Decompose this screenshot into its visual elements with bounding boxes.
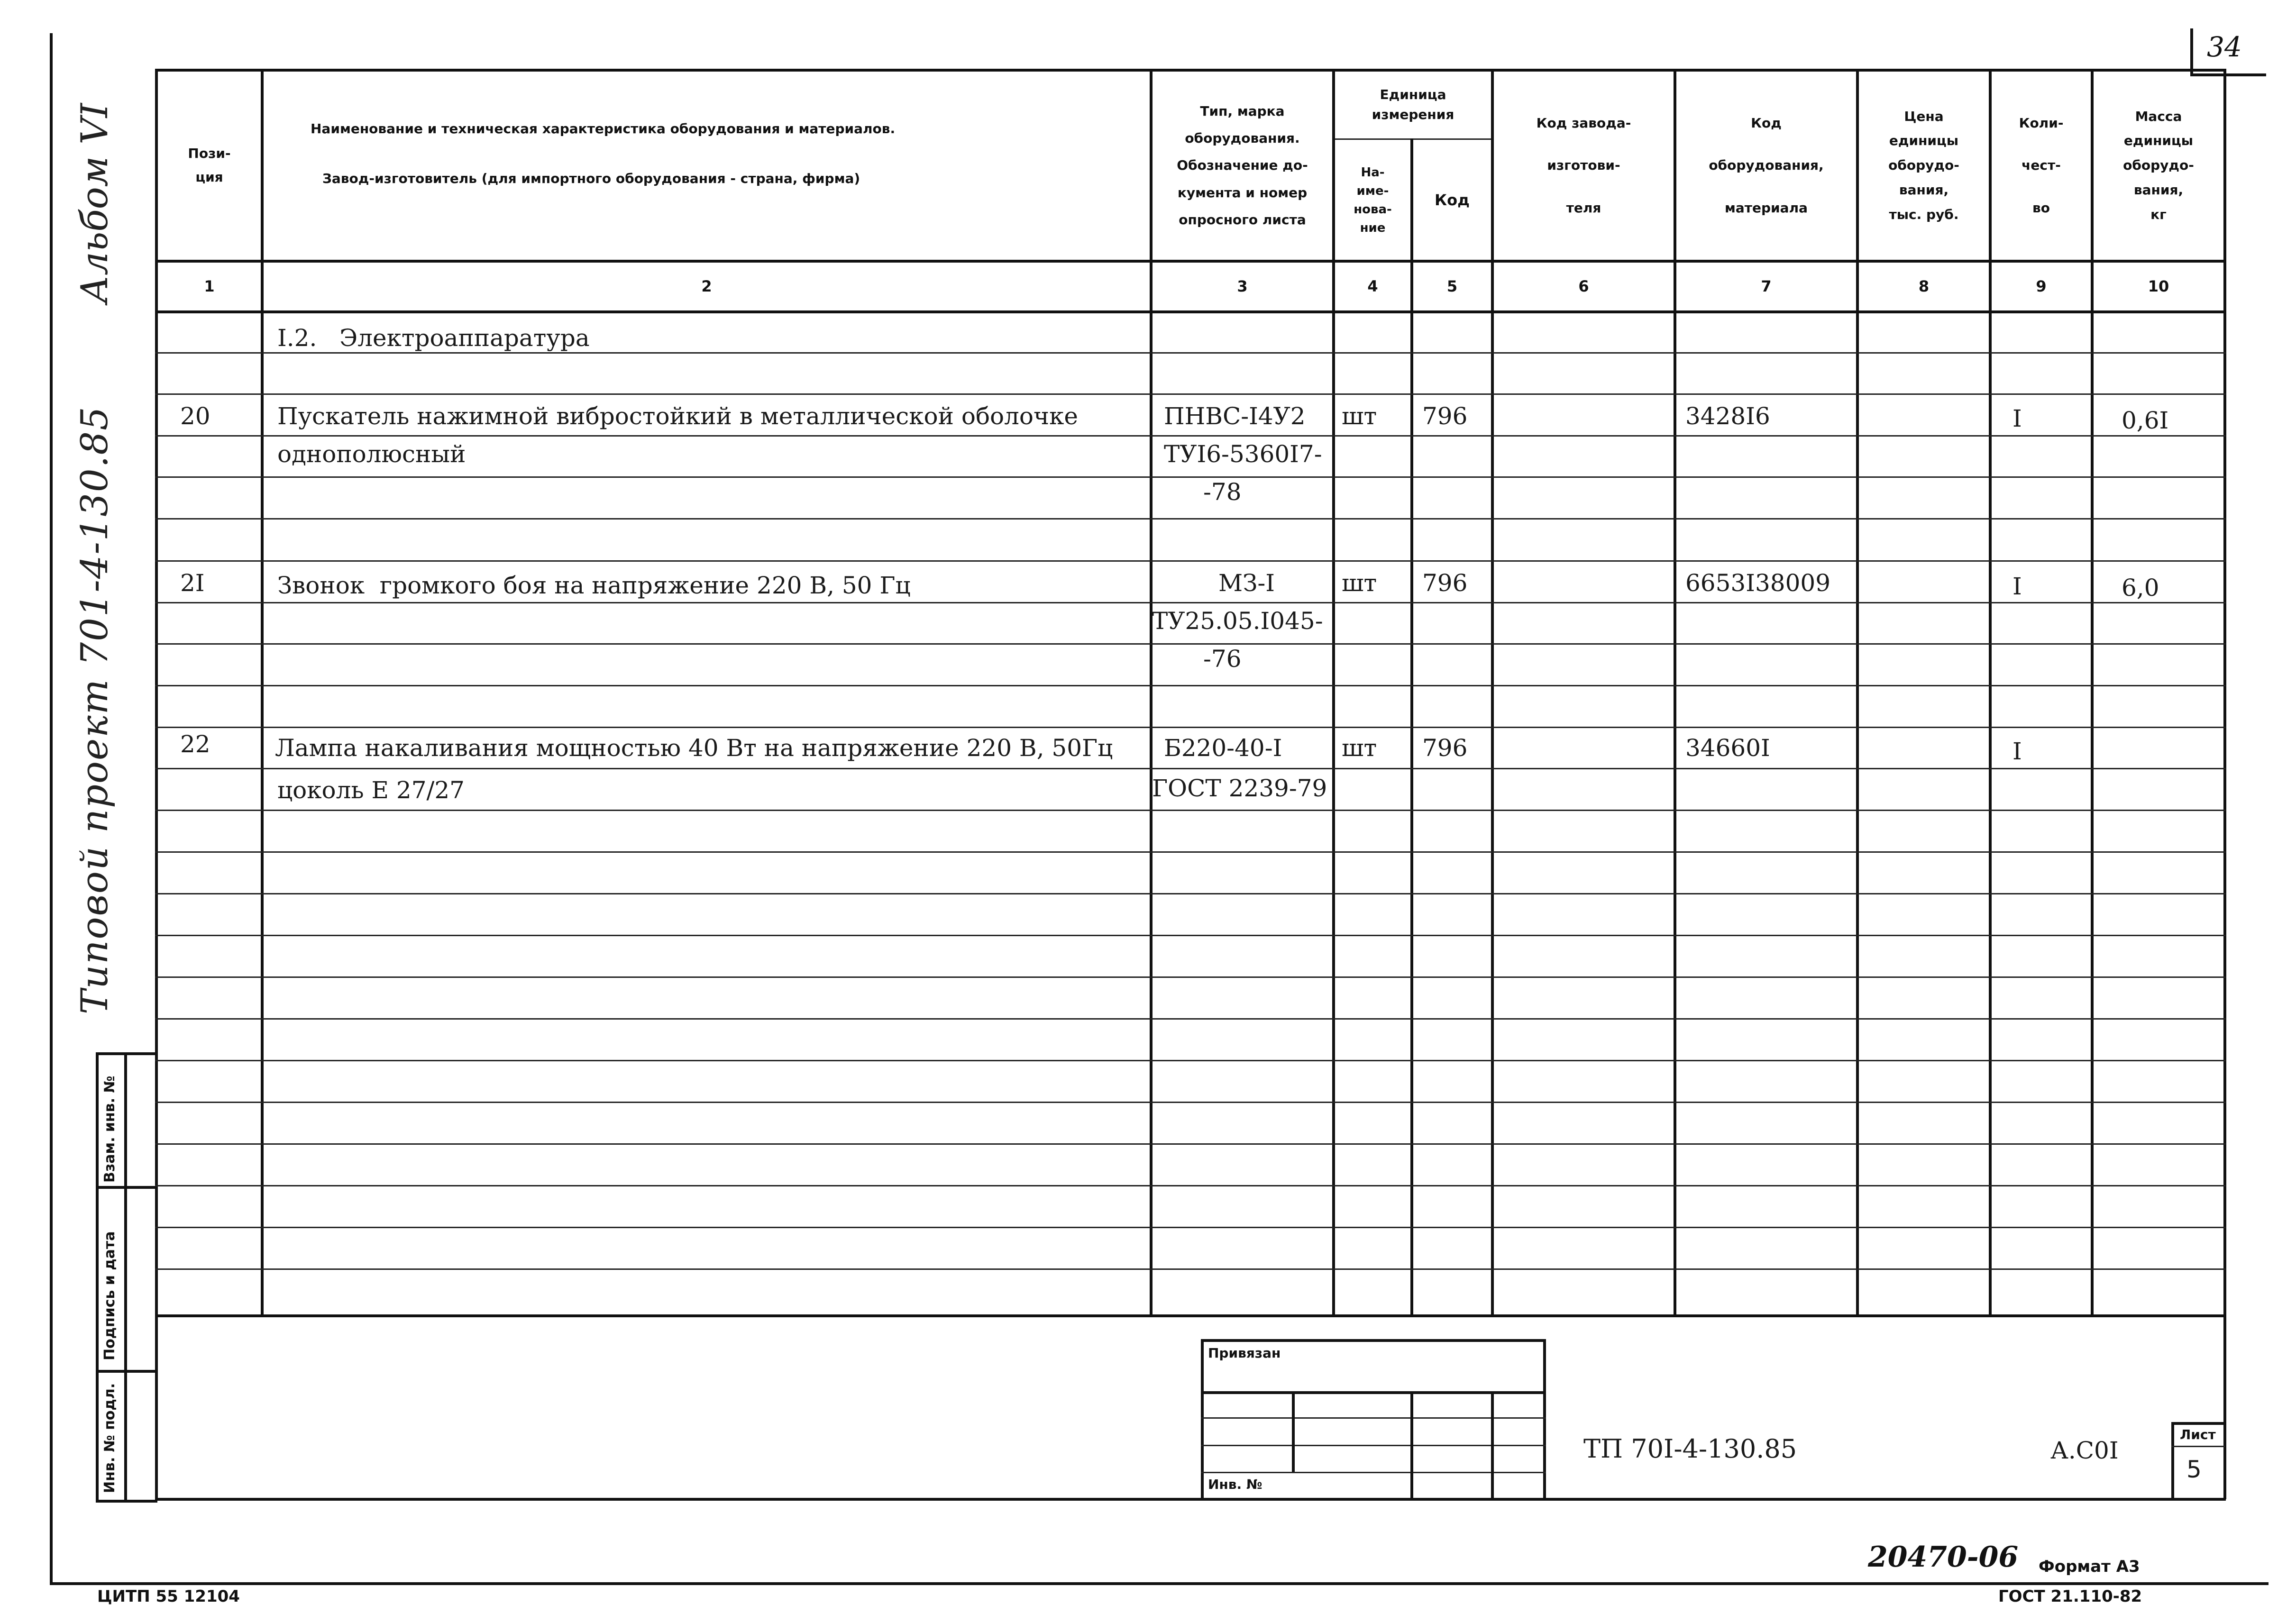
item-unit-code: 796: [1422, 569, 1468, 597]
header-type: Тип, марка оборудования. Обозначение до- кумента и номер опросного листа: [1177, 103, 1308, 228]
privyazan-label: Привязан: [1208, 1345, 1281, 1361]
item-quantity: I: [2012, 738, 2022, 765]
colnum-10: 10: [2148, 277, 2169, 295]
item-type: МЗ-I: [1218, 569, 1275, 597]
item-quantity: I: [2012, 573, 2022, 600]
sheet-number: 5: [2186, 1456, 2202, 1483]
document-mark: А.С0I: [2050, 1437, 2119, 1464]
item-type: ПНВС-I4У2: [1164, 402, 1306, 430]
item-type-doc: ТУI6-5360I7-: [1164, 440, 1322, 468]
item-type-doc-cont: -76: [1203, 645, 1242, 673]
item-position: 20: [180, 402, 210, 430]
project-label: Типовой проект 701-4-130.85: [73, 406, 116, 1014]
item-type-doc: ГОСТ 2239-79: [1152, 775, 1327, 802]
section-title: I.2. Электроаппаратура: [277, 324, 590, 352]
corner-page-number: 34: [2207, 31, 2242, 63]
header-name-line2: Завод-изготовитель (для импортного оборудования - страна, фирма): [322, 171, 860, 186]
item-type: Б220-40-I: [1164, 734, 1282, 762]
item-name-cont: цоколь Е 27/27: [277, 776, 465, 804]
header-unit-code: Код: [1435, 191, 1470, 210]
colnum-3: 3: [1237, 277, 1248, 295]
album-label: Альбом VI: [73, 103, 116, 303]
stamp-podpis: Подпись и дата: [101, 1231, 118, 1360]
colnum-6: 6: [1578, 277, 1589, 295]
header-quantity: Коли- чест- во: [2019, 115, 2064, 216]
left-code: ЦИТП 55 12104: [97, 1587, 240, 1606]
item-type-doc: ТУ25.05.I045-: [1152, 607, 1323, 635]
handwritten-number: 20470-06: [1868, 1541, 2019, 1574]
document-code: ТП 70I-4-130.85: [1583, 1434, 1797, 1464]
colnum-4: 4: [1367, 277, 1378, 295]
header-price: Цена единицы оборудо- вания, тыс. руб.: [1888, 108, 1959, 222]
item-equipment-code: 6653I38009: [1685, 569, 1831, 597]
item-unit: шт: [1342, 734, 1377, 762]
colnum-5: 5: [1446, 277, 1458, 295]
sheet-label: Лист: [2180, 1427, 2216, 1442]
item-name: Пускатель нажимной вибростойкий в металлической оболочке: [277, 402, 1078, 430]
colnum-2: 2: [701, 277, 712, 295]
item-unit: шт: [1342, 402, 1377, 430]
item-name-cont: однополюсный: [277, 440, 466, 468]
header-unit-group: Единица измерения: [1372, 87, 1454, 122]
header-name-line1: Наименование и техническая характеристика оборудования и материалов.: [311, 121, 896, 137]
header-mass: Масса единицы оборудо- вания, кг: [2123, 108, 2194, 222]
stamp-vzam: Взам. инв. №: [101, 1076, 118, 1183]
colnum-1: 1: [204, 277, 215, 295]
stamp-inv: Инв. № подл.: [101, 1383, 118, 1493]
format-label: Формат А3: [2039, 1557, 2140, 1576]
item-equipment-code: 3428I6: [1685, 402, 1770, 430]
header-equipment-code: Код оборудования, материала: [1709, 115, 1824, 216]
inv-no-label: Инв. №: [1208, 1477, 1262, 1492]
header-unit-name: На- име- нова- ние: [1354, 165, 1392, 235]
item-equipment-code: 34660I: [1685, 734, 1770, 762]
item-unit: шт: [1342, 569, 1377, 597]
item-type-doc-cont: -78: [1203, 478, 1242, 506]
item-unit-code: 796: [1422, 402, 1468, 430]
colnum-8: 8: [1918, 277, 1930, 295]
item-unit-code: 796: [1422, 734, 1468, 762]
item-position: 22: [180, 730, 210, 758]
item-mass: 0,6I: [2122, 407, 2169, 434]
header-factory-code: Код завода- изготови- теля: [1536, 115, 1631, 216]
item-mass: 6,0: [2122, 574, 2159, 602]
item-quantity: I: [2012, 405, 2022, 432]
header-position: Пози- ция: [188, 145, 231, 185]
colnum-7: 7: [1761, 277, 1772, 295]
gost-label: ГОСТ 21.110-82: [1998, 1587, 2142, 1606]
item-name: Звонок громкого боя на напряжение 220 В, 50 Гц: [277, 572, 911, 599]
colnum-9: 9: [2036, 277, 2047, 295]
item-name: Лампа накаливания мощностью 40 Вт на напряжение 220 В, 50Гц: [275, 734, 1113, 762]
item-position: 2I: [180, 569, 205, 597]
